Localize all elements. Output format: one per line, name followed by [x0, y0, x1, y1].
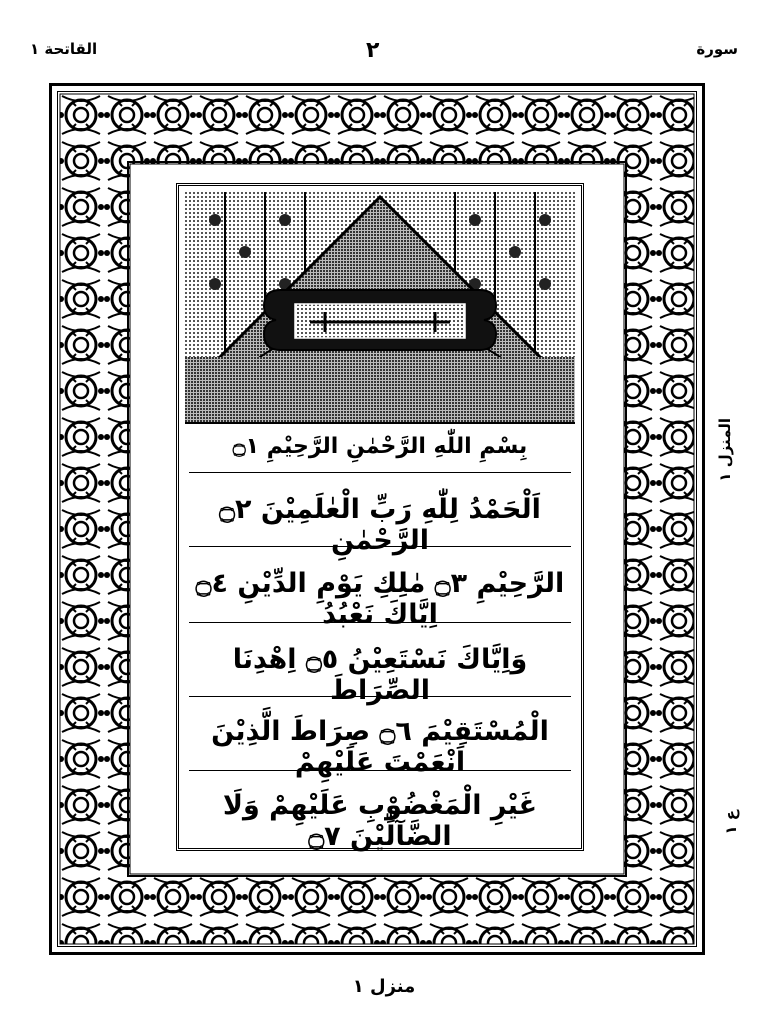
ayah-line-2: الرَّحِيْمِ ۝٣ مٰلِكِ يَوْمِ الدِّيْنِ ۝٤ اِيَّاكَ نَعْبُدُ	[195, 568, 565, 630]
ayah-line-4: الْمُسْتَقِيْمَ ۝٦ صِرَاطَ الَّذِيْنَ اَنْعَمْتَ عَلَيْهِمْ	[211, 716, 549, 778]
ayah-line-1: اَلْحَمْدُ لِلّٰهِ رَبِّ الْعٰلَمِيْنَ ۝٢ الرَّحْمٰنِ	[219, 494, 541, 556]
header-surah-label: سورة	[696, 40, 738, 58]
line-divider	[189, 696, 571, 697]
ayah-line-3: وَاِيَّاكَ نَسْتَعِيْنُ ۝٥ اِهْدِنَا الصِّرَاطَ	[232, 644, 528, 706]
page-number: ٢	[366, 38, 380, 63]
text-panel	[176, 183, 584, 851]
side-ruku-marker: ع ١	[722, 810, 740, 835]
footer-manzil: منزل ١	[352, 976, 416, 997]
arch-ornament-icon	[185, 192, 575, 422]
ayah-line-5: غَيْرِ الْمَغْضُوْبِ عَلَيْهِمْ وَلَا الضَّآلِّيْنَ ۝٧	[222, 790, 538, 852]
line-divider	[189, 546, 571, 547]
ornamental-banner	[185, 192, 575, 424]
side-manzil-label: المنزل ١	[716, 418, 734, 482]
header-surah-name: القاتحة ١	[30, 40, 98, 58]
line-divider	[189, 622, 571, 623]
page-frame	[49, 83, 705, 955]
line-divider	[189, 472, 571, 473]
basmala-line: بِسْمِ اللّٰهِ الرَّحْمٰنِ الرَّحِيْمِ ۝١	[232, 434, 528, 459]
line-divider	[189, 770, 571, 771]
